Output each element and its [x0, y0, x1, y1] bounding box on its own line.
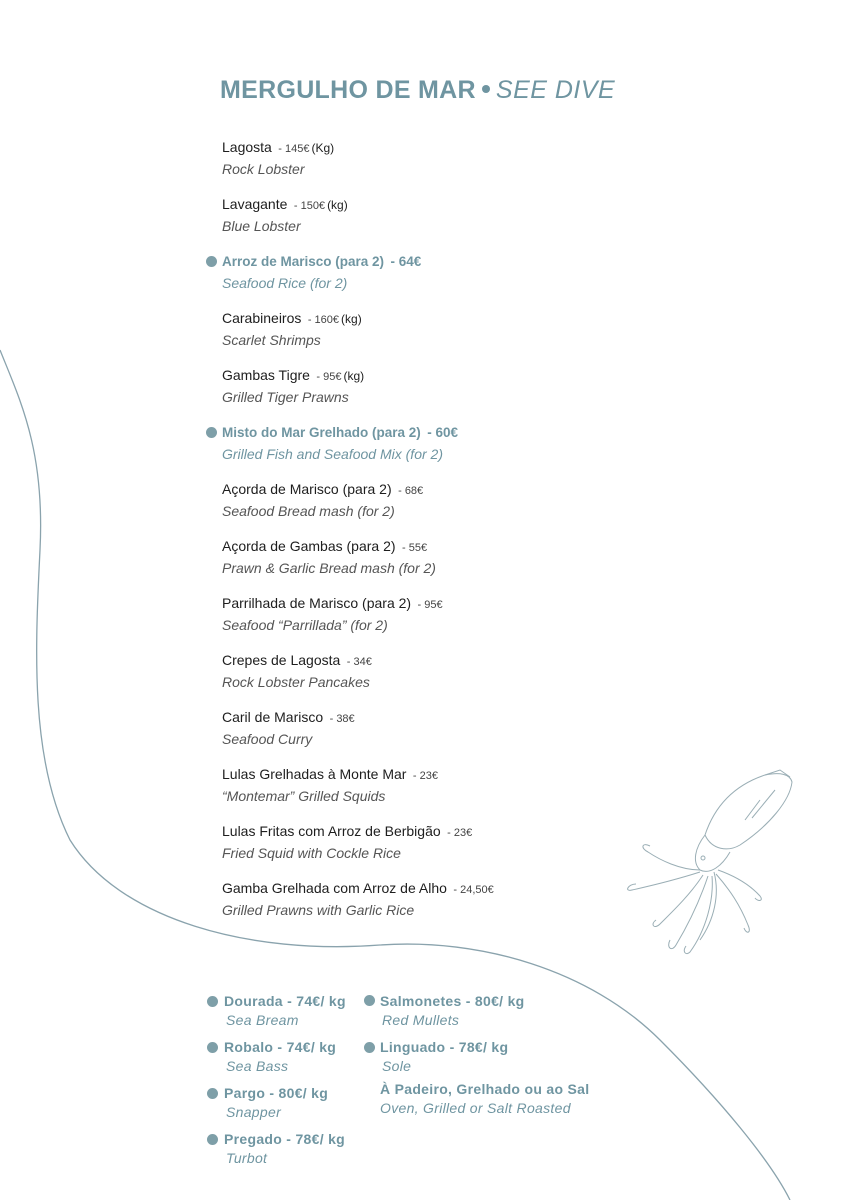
fish-item-translation: Snapper	[226, 1104, 282, 1120]
menu-item-name: Caril de Marisco	[222, 709, 324, 725]
menu-item-price: - 24,50€	[453, 884, 494, 896]
menu-item-name: Açorda de Marisco (para 2)	[222, 481, 392, 497]
menu-item-unit: (kg)	[327, 198, 348, 212]
menu-item	[222, 367, 364, 405]
menu-item-translation: Scarlet Shrimps	[222, 332, 321, 348]
menu-item-name: Arroz de Marisco (para 2)	[222, 254, 385, 269]
menu-item-unit: (Kg)	[311, 141, 335, 155]
menu-item	[222, 709, 355, 747]
fish-item	[224, 993, 346, 1028]
menu-item	[222, 538, 436, 576]
fish-item	[224, 1085, 328, 1120]
menu-item-name: Crepes de Lagosta	[222, 652, 341, 668]
fish-item-translation: Sole	[382, 1058, 412, 1074]
menu-item-translation: “Montemar” Grilled Squids	[222, 788, 386, 804]
menu-item-name: Lulas Grelhadas à Monte Mar	[222, 766, 407, 782]
menu-item-price: - 64€	[390, 254, 422, 269]
menu-item	[222, 766, 438, 804]
fish-item	[380, 1039, 508, 1074]
menu-item-translation: Grilled Prawns with Garlic Rice	[222, 902, 415, 918]
menu-item-price: - 38€	[329, 713, 355, 725]
fish-item-name: Salmonetes - 80€/ kg	[380, 993, 525, 1009]
fish-preparation-note	[380, 1081, 589, 1116]
fish-item-translation: Sea Bass	[226, 1058, 289, 1074]
menu-item-name: Carabineiros	[222, 310, 302, 326]
menu-item	[222, 823, 472, 861]
menu-item-price: - 95€	[417, 599, 443, 611]
menu-item	[222, 310, 362, 348]
fish-item-name: Pargo - 80€/ kg	[224, 1085, 329, 1101]
fish-item	[224, 1039, 336, 1074]
highlight-bullet-icon	[206, 427, 217, 438]
menu-item	[222, 880, 494, 918]
menu-item	[222, 196, 348, 234]
fish-item-translation: Turbot	[226, 1150, 268, 1166]
fish-item-name: Pregado - 78€/ kg	[224, 1131, 346, 1147]
menu-item	[222, 652, 372, 690]
menu-item-price: - 145€	[278, 143, 310, 155]
menu-item-translation: Prawn & Garlic Bread mash (for 2)	[222, 560, 436, 576]
fish-bullet-icon	[207, 996, 218, 1007]
fish-item-name: Robalo - 74€/ kg	[224, 1039, 337, 1055]
squid-icon	[628, 770, 792, 954]
menu-item-price: - 55€	[401, 542, 428, 554]
menu-item-name: Gamba Grelhada com Arroz de Alho	[222, 880, 447, 896]
menu-item-price: - 68€	[398, 485, 424, 497]
fish-item	[224, 1131, 345, 1166]
menu-item-price: - 95€	[316, 371, 342, 383]
menu-item-translation: Seafood Bread mash (for 2)	[222, 503, 395, 519]
fish-bullet-icon	[364, 995, 375, 1006]
menu-item-unit: (kg)	[341, 312, 362, 326]
menu-item-price: - 60€	[427, 425, 459, 440]
menu-item-translation: Grilled Fish and Seafood Mix (for 2)	[222, 446, 443, 462]
fish-bullet-icon	[207, 1134, 218, 1145]
menu-item-highlighted	[222, 424, 458, 462]
menu-item-name: Misto do Mar Grelhado (para 2)	[222, 425, 421, 440]
menu-item-price: - 23€	[412, 770, 438, 782]
fish-item	[380, 993, 525, 1028]
menu-item-price: - 23€	[447, 827, 473, 839]
title-en: SEE DIVE	[495, 76, 616, 104]
fish-preparation-translation: Oven, Grilled or Salt Roasted	[380, 1100, 571, 1116]
fish-item-name: Dourada - 74€/ kg	[224, 993, 346, 1009]
menu-item-translation: Blue Lobster	[222, 218, 301, 234]
fish-preparation-options: À Padeiro, Grelhado ou ao Sal	[380, 1081, 590, 1097]
fish-bullet-icon	[364, 1042, 375, 1053]
page-title	[220, 76, 615, 105]
menu-item-price: - 34€	[346, 656, 372, 668]
fish-item-name: Linguado - 78€/ kg	[380, 1039, 509, 1055]
menu-item-name: Gambas Tigre	[222, 367, 310, 383]
menu-item-name: Lavagante	[222, 196, 288, 212]
menu-item-translation: Rock Lobster	[222, 161, 305, 177]
menu-item	[222, 139, 334, 177]
menu-item-name: Açorda de Gambas (para 2)	[222, 538, 396, 554]
menu-item-name: Parrilhada de Marisco (para 2)	[222, 595, 412, 611]
fish-bullet-icon	[207, 1088, 218, 1099]
menu-item-price: - 150€	[293, 200, 326, 212]
menu-item-unit: (kg)	[343, 369, 365, 383]
menu-item-translation: Rock Lobster Pancakes	[222, 674, 370, 690]
menu-item-translation: Seafood “Parrillada” (for 2)	[222, 617, 388, 633]
highlight-bullet-icon	[206, 256, 217, 267]
menu-item-price: - 160€	[307, 314, 340, 326]
menu-item-translation: Seafood Rice (for 2)	[222, 275, 348, 291]
menu-item-name: Lagosta	[222, 139, 272, 155]
menu-item	[222, 481, 423, 519]
fish-item-translation: Red Mullets	[382, 1012, 460, 1028]
menu-item	[222, 595, 443, 633]
fish-item-translation: Sea Bream	[226, 1012, 299, 1028]
menu-item-highlighted	[222, 253, 421, 291]
fish-bullet-icon	[207, 1042, 218, 1053]
menu-item-translation: Grilled Tiger Prawns	[222, 389, 349, 405]
title-pt: MERGULHO DE MAR	[220, 76, 476, 104]
menu-item-translation: Fried Squid with Cockle Rice	[222, 845, 401, 861]
menu-item-translation: Seafood Curry	[222, 731, 313, 747]
menu-item-name: Lulas Fritas com Arroz de Berbigão	[222, 823, 441, 839]
title-separator-dot	[482, 85, 490, 93]
